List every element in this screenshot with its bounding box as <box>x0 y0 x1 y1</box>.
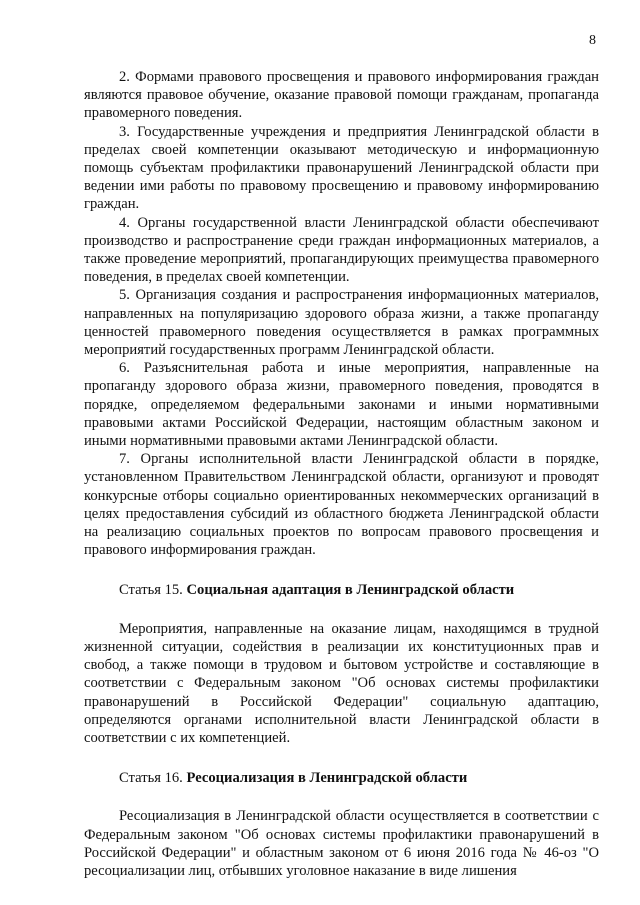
article-15-title: Социальная адаптация в Ленинградской области <box>186 582 515 599</box>
paragraph-3: 3. Государственные учреждения и предприятия Ленинградской области в пределах своей компетенции оказывают методическую и информационную помощь субъектам профилактики правонарушений Ленинградской области при ведении ими работы по правовому просвещению и правовому информированию граждан. <box>84 123 599 213</box>
paragraph-2: 2. Формами правового просвещения и правового информирования граждан являются правовое обучение, оказание правовой помощи гражданам, пропаганда правомерного поведения. <box>84 69 599 122</box>
article-15-heading <box>84 581 599 599</box>
article-15-label: Статья 15. <box>119 582 183 599</box>
article-16-title: Ресоциализация в Ленинградской области <box>186 770 468 787</box>
paragraph-4: 4. Органы государственной власти Ленинградской области обеспечивают производство и распространение среди граждан информационных материалов, а также проведение мероприятий, пропагандирующих преимущества правомерного поведения, в пределах своей компетенции. <box>84 214 599 286</box>
article-16-text: Ресоциализация в Ленинградской области осуществляется в соответствии с Федеральным законом "Об основах системы профилактики правонарушений в Российской Федерации" и областным законом от 6 июня 2016 года № 46-оз "О ресоциализации лиц, отбывших уголовное наказание в виде лишения <box>84 808 599 879</box>
paragraph-6: 6. Разъяснительная работа и иные мероприятия, направленные на пропаганду здорового образа жизни, правомерного поведения, проводятся в порядке, определяемом федеральными законами и иными нормативными правовыми актами Российской Федерации, настоящим областным законом и иными нормативными правовыми актами Ленинградской области. <box>84 360 599 450</box>
article-16-heading <box>84 769 599 787</box>
page-number: 8 <box>589 33 596 48</box>
paragraph-7: 7. Органы исполнительной власти Ленинградской области в порядке, установленном Правительством Ленинградской области, организуют и проводят конкурсные отборы социально ориентированных некоммерческих организаций в целях предоставления субсидий из областного бюджета Ленинградской области на реализацию социальных проектов по вопросам правового просвещения и правового информирования граждан. <box>84 451 599 559</box>
document-body <box>84 68 599 880</box>
paragraph-5: 5. Организация создания и распространения информационных материалов, направленных на популяризацию здорового образа жизни, а также пропаганду ценностей правомерного поведения осуществляется в рамках программных мероприятий государственных программ Ленинградской области. <box>84 287 599 359</box>
article-15-text: Мероприятия, направленные на оказание лицам, находящимся в трудной жизненной ситуации, содействия в реализации их конституционных прав и свобод, а также помощи в трудовом и бытовом устройстве и составляющие в соответствии с Федеральным законом "Об основах системы профилактики правонарушений в Российской Федерации" социальную адаптацию, определяются органами исполнительной власти Ленинградской области в соответствии с их компетенцией. <box>84 620 599 746</box>
article-16-label: Статья 16. <box>119 770 183 787</box>
